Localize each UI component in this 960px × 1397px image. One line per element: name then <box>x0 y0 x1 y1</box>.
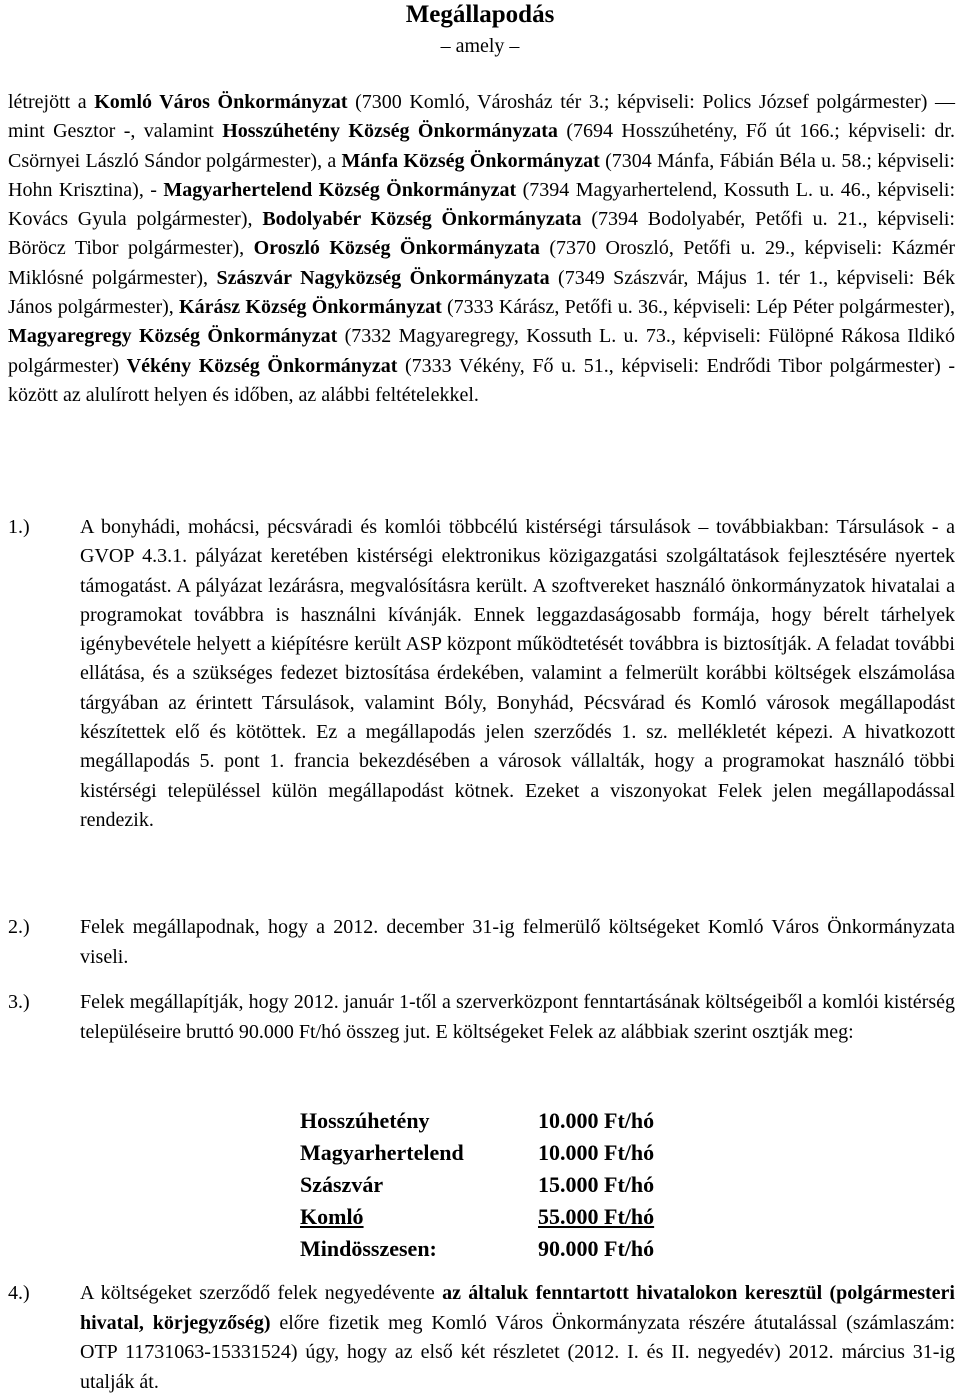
document-title: Megállapodás <box>405 1 555 28</box>
intro-text: (7370 Oroszló, Petőfi u. 29., képviseli: Kázmér Miklósné polgármester), <box>8 237 956 289</box>
document-subtitle: – amely – <box>440 35 520 57</box>
cost-amount: 15.000 Ft/hó <box>538 1172 655 1197</box>
intro-text: (7333 Vékény, Fő u. 51., képviseli: Endrődi Tibor polgármester) - között az alulírott helyen és időben, az alábbi feltételekkel. <box>8 354 955 406</box>
intro-text: (7300 Komló, Városház tér 3.; képviseli: Polics József polgármester) — mint Gesztor -, valamint <box>8 91 956 143</box>
cost-row <box>300 1105 682 1137</box>
intro-bold: Mánfa Község Önkormányzat <box>341 149 600 172</box>
intro-bold: Magyarhertelend Község Önkormányzat <box>163 178 517 201</box>
intro-bold: Magyaregregy Község Önkormányzat <box>8 325 338 348</box>
intro-text: létrejött a <box>8 91 95 113</box>
clause-text: A bonyhádi, mohácsi, pécsváradi és komlói többcélú kistérségi társulások – továbbiakban: Társulások - a GVOP 4.3.1. pályázat keretében kistérségi elektronikus közigazgatási szolgáltatások fejlesztésére nyertek támogatást. A pályázat lezárásra, megvalósításra került. A szoftvereket használó önkormányzatok hivatalai a programokat továbbra is használni kívánják. Ennek leggazdaságosabb formája, hogy bérelt tárhelyek igénybevétele helyett a kiépítésre került ASP központ működtetését továbbra is biztosítják. A feladat további ellátása, és a szükséges fedezet biztosítása érdekében, valamint a felmerült korábbi költségek elszámolása tárgyában az érintett Társulások, valamint Bóly, Bonyhád, Pécsvárad és Komló városok megállapodást készítettek elő és kötöttek. Ez a megállapodás jelen szerződés 1. sz. mellékletét képezi. A hivatkozott megállapodás 5. pont 1. francia bekezdésében a városok vállalták, hogy a programokat használó többi kistérségi településsel külön megállapodást kötnek. Ezeket a viszonyokat Felek jelen megállapodással rendezik. <box>80 516 955 831</box>
intro-bold: Szászvár Nagyközség Önkormányzata <box>216 266 550 289</box>
clause-text: Felek megállapítják, hogy 2012. január 1-től a szerverközpont fenntartásának költségeiből a komlói kistérség településeire bruttó 90.000 Ft/hó összeg jut. E költségeket Felek az alábbiak szerint osztják meg: <box>80 991 955 1043</box>
settlement-name: Magyarhertelend <box>300 1140 464 1165</box>
cost-row <box>300 1169 682 1201</box>
cost-amount: 55.000 Ft/hó <box>538 1204 655 1229</box>
intro-text: (7332 Magyaregregy, Kossuth L. u. 73., képviseli: Fülöpné Rákosa Ildikó polgármester) <box>8 325 955 377</box>
settlement-name: Szászvár <box>300 1172 384 1197</box>
intro-paragraph <box>8 88 955 410</box>
clause-number: 2.) <box>8 916 30 938</box>
intro-bold: Kárász Község Önkormányzat <box>179 296 442 319</box>
total-label: Mindösszesen: <box>300 1236 437 1261</box>
intro-text: (7349 Szászvár, Május 1. tér 1., képviseli: Bék János polgármester), <box>8 266 956 319</box>
clause-number: 4.) <box>8 1282 30 1304</box>
intro-bold: Oroszló Község Önkormányzata <box>253 237 540 260</box>
clause-number: 3.) <box>8 991 30 1013</box>
settlement-name: Komló <box>300 1204 364 1229</box>
clause-text: Felek megállapodnak, hogy a 2012. december 31-ig felmerülő költségeket Komló Város Önkormányzata viseli. <box>80 916 955 968</box>
clause4-text: A költségeket szerződő felek negyedévente <box>80 1282 443 1304</box>
cost-table <box>300 1105 682 1265</box>
cost-row <box>300 1137 682 1169</box>
cost-amount: 10.000 Ft/hó <box>538 1108 655 1133</box>
cost-amount: 10.000 Ft/hó <box>538 1140 655 1165</box>
intro-text: (7304 Mánfa, Fábián Béla u. 58.; képviseli: Hohn Krisztina), - <box>8 149 955 201</box>
cost-total-row <box>300 1233 682 1265</box>
clause4-text: előre fizetik meg Komló Város Önkormányzata részére átutalással (számlaszám: OTP 11731063-15331524) úgy, hogy az első két részletet (2012. I. és II. negyedév) 2012. március 31-ig utalják át. <box>80 1311 955 1393</box>
intro-bold: Hosszúhetény Község Önkormányzata <box>222 120 558 143</box>
intro-text: (7394 Magyarhertelend, Kossuth L. u. 46., képviseli: Kovács Gyula polgármester), <box>8 178 956 231</box>
intro-text: (7694 Hosszúhetény, Fő út 166.; képviseli: dr. Csörnyei László Sándor polgármester), a <box>8 120 955 172</box>
intro-bold: Bodolyabér Község Önkormányzata <box>262 208 582 231</box>
clause-number: 1.) <box>8 516 30 538</box>
clause-text <box>80 1279 955 1397</box>
intro-bold: Vékény Község Önkormányzat <box>126 354 398 377</box>
cost-row <box>300 1201 682 1233</box>
total-amount: 90.000 Ft/hó <box>538 1236 655 1261</box>
clause4-bold: az általuk fenntartott hivatalokon keresztül (polgármesteri hivatal, körjegyzőség) <box>80 1282 955 1334</box>
intro-text: (7333 Kárász, Petőfi u. 36., képviseli: Lép Péter polgármester), <box>441 296 956 319</box>
intro-text: (7394 Bodolyabér, Petőfi u. 21., képviseli: Böröcz Tibor polgármester), <box>8 208 955 260</box>
intro-bold: Komló Város Önkormányzat <box>94 91 348 113</box>
settlement-name: Hosszúhetény <box>300 1108 430 1133</box>
